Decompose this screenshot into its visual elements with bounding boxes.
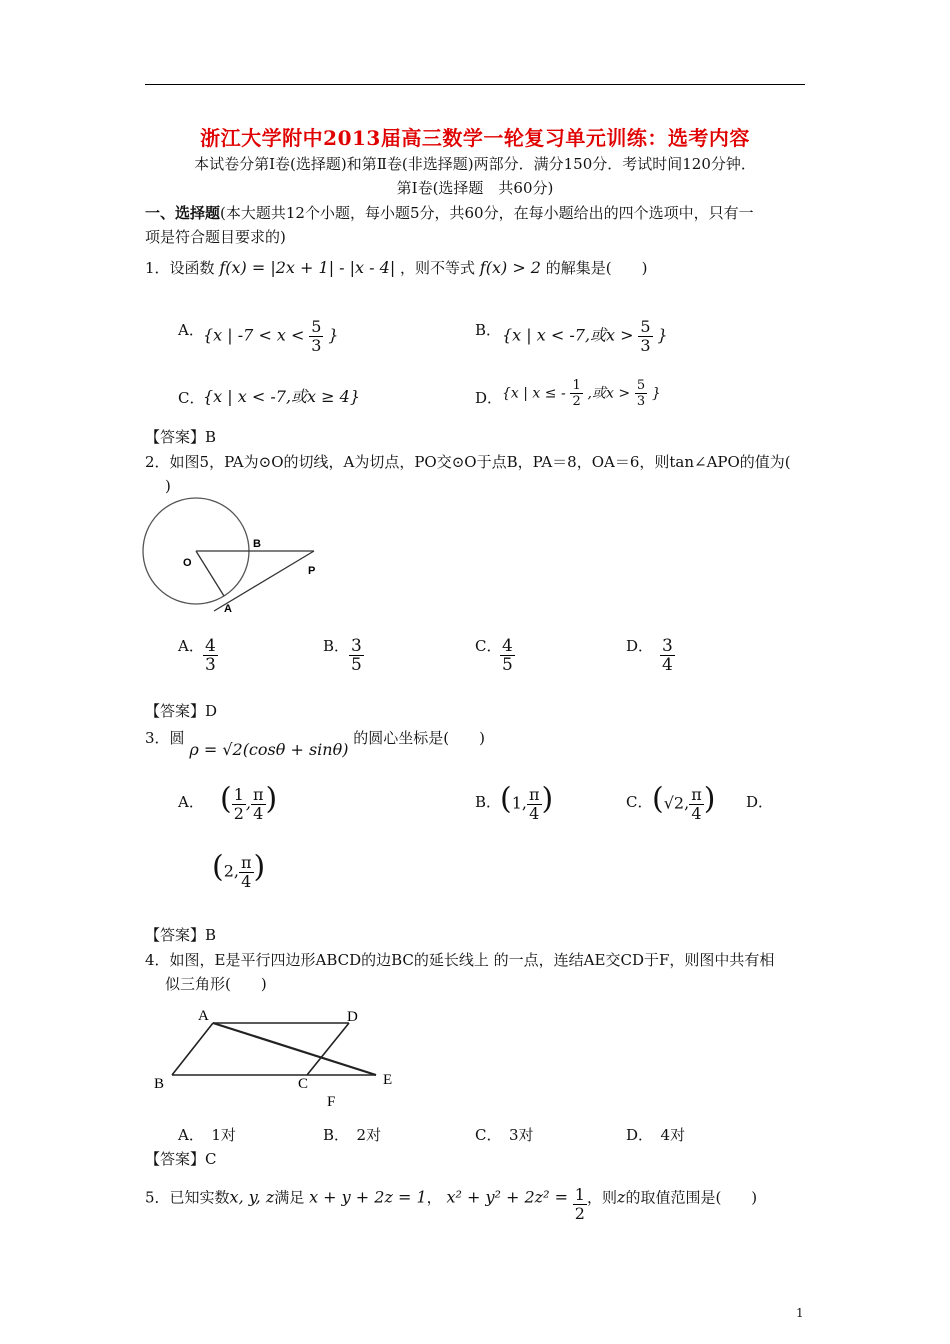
section-description: (本大题共12个小题，每小题5分，共60分，在每小题给出的四个选项中，只有一 — [220, 204, 754, 222]
q5-stem-a: 5．已知实数 — [145, 1188, 230, 1207]
q3-opt-a-frac-1: $\frac{1}{2}$ — [233, 785, 244, 823]
label-p: P — [308, 565, 316, 577]
q4-option-d: D． 4对 — [626, 1126, 686, 1144]
q1-answer: 【答案】B — [145, 428, 217, 446]
q1-stem-c: 的解集是( ) — [545, 259, 648, 277]
part-heading: 第Ⅰ卷(选择题 共60分) — [396, 179, 554, 197]
label-a: A — [198, 1008, 209, 1024]
q5-stem-b: 满足 — [274, 1188, 305, 1207]
q3-option-b-label: B． — [475, 793, 502, 811]
q1-option-b — [502, 318, 668, 355]
label-a: A — [224, 603, 232, 615]
q5-vars: x, y, z — [229, 1187, 275, 1207]
q2-option-c-label: C． — [475, 637, 502, 655]
q1-opt-d-fraction-1: $\frac{1}{2}$ — [572, 378, 581, 409]
q1-opt-b-fraction: $\frac{5}{3}$ — [640, 317, 651, 355]
q1-opt-d-mid: ,或x > — [587, 385, 631, 402]
q1-option-c-label: C． — [178, 389, 205, 407]
q3-option-c: (√2, $\frac{\pi}{4}$ ) — [652, 781, 716, 823]
q1-opt-a-post: } — [328, 325, 339, 345]
q1-stem-a: 1．设函数 — [145, 259, 215, 277]
q5-stem-d: 的取值范围是( ) — [625, 1188, 758, 1207]
q3-stem-a: 3．圆 — [145, 729, 185, 747]
q2-option-c: $\frac{4}{5}$ — [502, 636, 513, 675]
circle-tangent-figure — [140, 498, 330, 618]
segment-dc — [307, 1023, 349, 1075]
exam-intro: 本试卷分第Ⅰ卷(选择题)和第Ⅱ卷(非选择题)两部分．满分150分．考试时间120分钟． — [194, 155, 756, 173]
question-2-stem-cont: ) — [165, 477, 171, 495]
q1-option-d-label: D． — [475, 389, 503, 407]
q1-opt-d-post: } — [651, 385, 661, 402]
q4-answer: 【答案】C — [145, 1150, 217, 1168]
q5-stem-c: ，则 — [586, 1188, 617, 1207]
label-e: E — [383, 1072, 393, 1088]
section-heading-line — [145, 203, 754, 223]
label-d: D — [347, 1009, 358, 1025]
q3-opt-a-frac-2: $\frac{\pi}{4}$ — [253, 785, 264, 823]
q3-option-d-label: D． — [746, 793, 774, 811]
section-description-cont: 项是符合题目要求的) — [145, 228, 286, 246]
q1-opt-a-fraction: $\frac{5}{3}$ — [311, 317, 322, 355]
q3-opt-c-frac: $\frac{\pi}{4}$ — [691, 785, 702, 823]
q3-option-b: (1, $\frac{\pi}{4}$ ) — [500, 781, 554, 823]
question-5-stem: 5．已知实数x, y, z满足 x + y + 2z = 1， x² + y² + 2z² = $\frac{1}{2}$ ，则z的取值范围是( ) — [145, 1185, 758, 1223]
segment-oa — [196, 551, 224, 596]
question-2-stem: 2．如图5，PA为⊙O的切线，A为切点，PO交⊙O于点B，PA＝8，OA＝6，则tan∠APO的值为( — [145, 453, 791, 471]
q5-fraction: $\frac{1}{2}$ — [574, 1185, 585, 1223]
label-c: C — [298, 1076, 309, 1092]
q1-stem-b: ，则不等式 — [400, 259, 476, 277]
q3-opt-b-frac: $\frac{\pi}{4}$ — [528, 785, 540, 823]
q5-equation-2: x² + y² + 2z² = — [446, 1187, 569, 1207]
q1-opt-d-fraction-2: $\frac{5}{3}$ — [636, 378, 646, 409]
tangent-pa — [214, 551, 314, 611]
q1-option-a — [203, 318, 338, 355]
q1-option-c: {x | x < -7,或x ≥ 4} — [203, 387, 361, 406]
q1-function: f(x) = |2x + 1| - |x - 4| — [219, 258, 396, 277]
q1-inequality: f(x) > 2 — [479, 258, 541, 277]
label-b: B — [253, 538, 261, 550]
q3-answer: 【答案】B — [145, 926, 217, 944]
q3-stem-b: 的圆心坐标是( ) — [353, 729, 485, 747]
q1-option-a-label: A． — [178, 321, 204, 339]
q2-option-b: $\frac{3}{5}$ — [351, 636, 362, 675]
q2-option-d: $\frac{3}{4}$ — [662, 636, 673, 675]
q4-option-c: C． 3对 — [475, 1126, 534, 1144]
parallelogram-figure — [150, 1006, 410, 1110]
label-o: O — [183, 557, 192, 569]
q2-answer: 【答案】D — [145, 702, 218, 720]
q3-option-c-label: C． — [626, 793, 653, 811]
q2-option-d-label: D． — [626, 637, 654, 655]
q3-opt-d-frac: $\frac{\pi}{4}$ — [240, 853, 252, 891]
page-number: 1 — [796, 1306, 804, 1320]
header-rule — [145, 84, 805, 85]
q2-option-a-label: A． — [178, 637, 204, 655]
document-title: 浙江大学附中2013届高三数学一轮复习单元训练：选考内容 — [200, 126, 750, 150]
section-heading: 一、选择题 — [145, 204, 221, 222]
q5-equation-1: x + y + 2z = 1 — [309, 1187, 427, 1207]
q2-option-b-label: B． — [323, 637, 350, 655]
q3-option-a-label: A． — [178, 793, 204, 811]
question-1-stem — [145, 258, 647, 278]
q1-option-d — [502, 378, 661, 409]
q4-option-a: A． 1对 — [178, 1126, 236, 1144]
q1-opt-a-pre: {x | -7 < x < — [203, 325, 305, 345]
q1-option-b-label: B． — [475, 321, 502, 339]
q2-option-a: $\frac{4}{3}$ — [205, 636, 216, 675]
q3-formula: ρ = √2(cosθ + sinθ) — [189, 740, 349, 759]
q1-opt-b-post: } — [657, 325, 668, 345]
label-b: B — [154, 1076, 165, 1092]
q3-option-d: (2, $\frac{\pi}{4}$ ) — [212, 849, 266, 891]
q5-var-z: z — [617, 1187, 626, 1207]
question-4-stem: 4．如图，E是平行四边形ABCD的边BC的延长线上 的一点，连结AE交CD于F，则图中共有相 — [145, 951, 775, 969]
q4-option-b: B． 2对 — [323, 1126, 382, 1144]
q3-option-a: ( $\frac{1}{2}$ , $\frac{\pi}{4}$ ) — [220, 781, 278, 823]
question-3-stem — [145, 728, 485, 759]
question-4-stem-cont: 似三角形( ) — [165, 975, 267, 993]
q1-opt-b-pre: {x | x < -7,或x > — [502, 325, 634, 345]
label-f: F — [327, 1094, 336, 1110]
q1-opt-d-pre: {x | x ≤ - — [502, 385, 566, 402]
segment-ab — [172, 1023, 213, 1075]
segment-ae — [213, 1023, 376, 1075]
